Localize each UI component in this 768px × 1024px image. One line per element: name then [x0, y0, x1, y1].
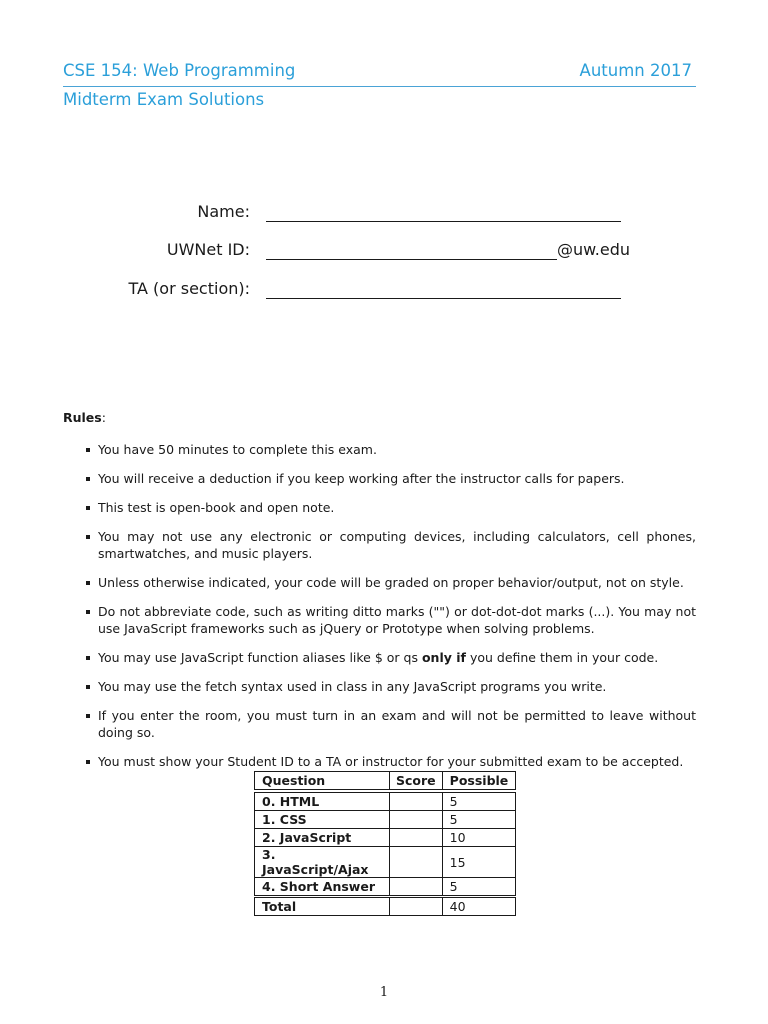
course-title: CSE 154: Web Programming	[63, 61, 296, 80]
table-row	[255, 829, 516, 847]
rules-heading-text: Rules	[63, 410, 102, 425]
uwnet-label: UWNet ID:	[166, 240, 250, 259]
rule-item: You may use the fetch syntax used in class in any JavaScript programs you write.	[63, 678, 696, 695]
uwnet-field-row	[0, 240, 768, 264]
rule-item: Do not abbreviate code, such as writing ditto marks ("") or dot-dot-dot marks (...). You may not use JavaScript frameworks such as jQuery or Prototype when solving problems.	[63, 603, 696, 637]
question-cell: 0. HTML	[255, 793, 390, 811]
rules-heading	[63, 410, 106, 425]
page-number: 1	[379, 985, 389, 1000]
rule-item: Unless otherwise indicated, your code will be graded on proper behavior/output, not on style.	[63, 574, 696, 591]
question-cell: 2. JavaScript	[255, 829, 390, 847]
ta-label: TA (or section):	[128, 279, 250, 298]
question-cell: 4. Short Answer	[255, 878, 390, 896]
score-table	[254, 771, 516, 916]
uwnet-blank-line	[266, 259, 557, 260]
score-cell	[390, 847, 443, 878]
possible-cell: 15	[442, 847, 516, 878]
total-score-cell	[390, 898, 443, 916]
header-possible: Possible	[442, 772, 516, 790]
page-header	[63, 60, 696, 87]
rule-item: You have 50 minutes to complete this exam.	[63, 441, 696, 458]
rule-item: If you enter the room, you must turn in an exam and will not be permitted to leave without doing so.	[63, 707, 696, 741]
name-field-row	[0, 202, 768, 226]
total-row	[255, 898, 516, 916]
rule-item: This test is open-book and open note.	[63, 499, 696, 516]
question-cell: 3. JavaScript/Ajax	[255, 847, 390, 878]
rule-text-post: you define them in your code.	[465, 650, 659, 665]
rule-text-pre: You may use JavaScript function aliases like $ or qs	[98, 650, 422, 665]
possible-cell: 5	[442, 811, 516, 829]
question-cell: 1. CSS	[255, 811, 390, 829]
score-cell	[390, 878, 443, 896]
rule-item	[63, 649, 696, 666]
ta-field-row	[0, 279, 768, 303]
score-table-header-row	[255, 772, 516, 790]
total-possible-cell: 40	[442, 898, 516, 916]
rules-heading-colon: :	[101, 410, 106, 425]
ta-blank-line	[266, 298, 621, 299]
table-row	[255, 811, 516, 829]
rule-text-bold: only if	[421, 650, 466, 665]
rules-list	[63, 441, 696, 782]
header-question: Question	[255, 772, 390, 790]
possible-cell: 5	[442, 878, 516, 896]
total-label-cell: Total	[255, 898, 390, 916]
score-cell	[390, 811, 443, 829]
rule-item: You must show your Student ID to a TA or instructor for your submitted exam to be accepted.	[63, 753, 696, 770]
exam-subtitle: Midterm Exam Solutions	[63, 90, 265, 109]
uwnet-domain-suffix: @uw.edu	[557, 240, 630, 259]
table-row	[255, 793, 516, 811]
name-blank-line	[266, 221, 621, 222]
possible-cell: 5	[442, 793, 516, 811]
term-label: Autumn 2017	[579, 61, 692, 80]
rule-item: You may not use any electronic or computing devices, including calculators, cell phones, smartwatches, and music players.	[63, 528, 696, 562]
rule-item: You will receive a deduction if you keep working after the instructor calls for papers.	[63, 470, 696, 487]
score-cell	[390, 829, 443, 847]
table-row	[255, 847, 516, 878]
name-label: Name:	[197, 202, 250, 221]
score-cell	[390, 793, 443, 811]
possible-cell: 10	[442, 829, 516, 847]
header-score: Score	[390, 772, 443, 790]
table-row	[255, 878, 516, 896]
